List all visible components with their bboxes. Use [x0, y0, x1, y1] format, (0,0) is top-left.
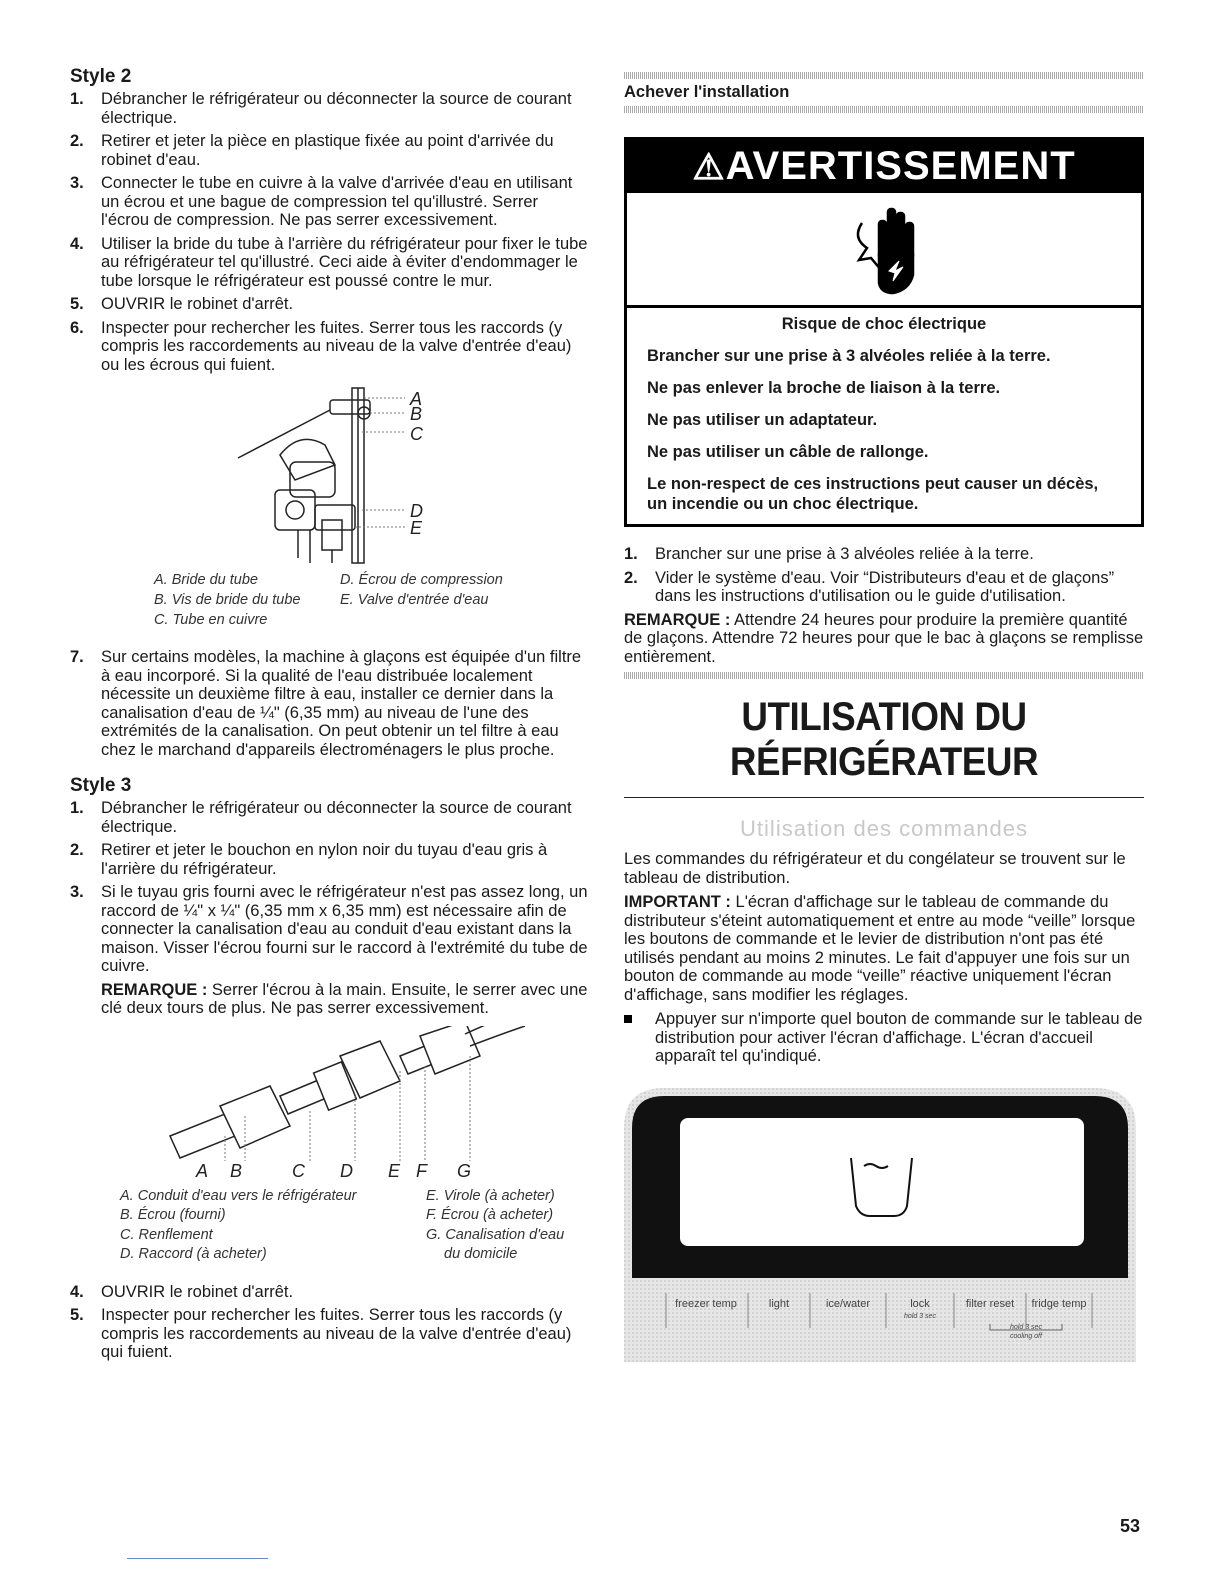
list-item: 4. Utiliser la bride du tube à l'arrière du réfrigérateur pour fixer le tube au réfrigérateur tel qu'illustré. Ceci aide à éviter d'endommager le tube lorsque le réfrigérateur est poussé contre le mur. — [70, 234, 588, 290]
valve-figure — [70, 380, 590, 570]
warning-box — [624, 137, 1144, 527]
dotted-divider — [624, 72, 1144, 79]
style2-heading: Style 2 — [70, 66, 132, 87]
style3-note: REMARQUE : Serrer l'écrou à la main. Ensuite, le serrer avec une clé deux tours de plus. Ne pas serrer excessivement. — [101, 980, 588, 1017]
warning-header: ⚠AVERTISSEMENT — [627, 140, 1141, 193]
style2-step7 — [70, 648, 590, 759]
list-item: 2. Retirer et jeter le bouchon en nylon noir du tuyau d'eau gris à l'arrière du réfrigérateur. — [70, 841, 548, 878]
style3-steps — [70, 799, 590, 976]
list-item: 1. Débrancher le réfrigérateur ou déconnecter la source de courant électrique. — [70, 799, 572, 836]
style2-steps — [70, 90, 590, 374]
style3-legend: A. Conduit d'eau vers le réfrigérateur E. Virole (à acheter) B. Écrou (fourni) F. Écrou (à acheter) C. Renflement G. Canalisation d'eau D. Raccord (à acheter) du domicile — [120, 1187, 565, 1262]
freezer-temp-button[interactable]: freezer temp — [675, 1297, 737, 1310]
label-b: B — [410, 404, 423, 424]
list-item: 4. OUVRIR le robinet d'arrêt. — [70, 1282, 294, 1301]
list-item: 5. Inspecter pour rechercher les fuites. Serrer tous les raccords (y compris les raccordements au niveau de la valve d'entrée d'eau) qui fuient. — [70, 1306, 572, 1361]
fitting-illustration — [70, 1026, 590, 1161]
footer-rule — [127, 1558, 268, 1559]
left-column — [70, 66, 590, 1367]
hold-label: hold 3 sec — [1010, 1323, 1042, 1331]
bullet-square-icon — [624, 1015, 632, 1023]
fitting-letters: A B C D E F G — [196, 1160, 472, 1181]
list-item: 3. Connecter le tube en cuivre à la valve d'arrivée d'eau en utilisant un écrou et une bague de compression tel qu'illustré. Serrer l'écrou de compression. Ne pas serrer excessivement. — [70, 174, 573, 229]
list-item: 6. Inspecter pour rechercher les fuites. Serrer tous les raccords (y compris les raccordements au niveau de la valve d'entrée d'eau) ou les écrous qui fuient. — [70, 318, 572, 374]
light-button[interactable]: light — [768, 1297, 790, 1310]
warning-body: Risque de choc électrique Brancher sur une prise à 3 alvéoles reliée à la terre. Ne pas enlever la broche de liaison à la terre. Ne pas utiliser un adaptateur. Ne pas utiliser un câble de rallonge. Le non-respect de ces instructions peut causer un décès, un incendie ou un choc électrique. — [647, 315, 1099, 513]
list-item: 3. Si le tuyau gris fourni avec le réfrigérateur n'est pas assez long, un raccord de ¼" x ¼" (6,35 mm x 6,35 mm) est nécessaire afin de connecter la canalisation d'eau au conduit d'eau existant dans la maison. Visser l'écrou fourni sur le raccord à l'extrémité du tube de cuivre. — [70, 883, 588, 975]
sub-title: Utilisation des commandes — [740, 816, 1028, 841]
dispenser-panel — [624, 1088, 1136, 1362]
bullet-item: Appuyer sur n'importe quel bouton de commande sur le tableau de distribution pour activer l'écran d'affichage. L'écran d'accueil apparaît tel qu'indiqué. — [624, 1010, 1144, 1066]
label-e: E — [410, 518, 423, 538]
lock-hold-label: hold 3 sec — [904, 1312, 936, 1320]
lock-button[interactable]: lock — [910, 1297, 930, 1310]
dotted-divider — [624, 106, 1144, 113]
rule — [624, 797, 1144, 798]
list-item: 2. Retirer et jeter la pièce en plastique fixée au point d'arrivée du robinet d'eau. — [70, 132, 554, 169]
filter-reset-button[interactable]: filter reset — [965, 1297, 1015, 1310]
cooling-off-label: cooling off — [1010, 1332, 1042, 1340]
list-item: 2. Vider le système d'eau. Voir “Distributeurs d'eau et de glaçons” dans les instructions d'utilisation ou le guide d'utilisation. — [624, 568, 1115, 605]
important-note: IMPORTANT : L'écran d'affichage sur le tableau de commande du distributeur s'éteint automatiquement et entre au mode “veille” lorsque les boutons de commande et le levier de distribution n'ont pas été utilisés pendant au moins 2 minutes. Le fait d'appuyer une fois sur un bouton de commande au mode “veille” réactive uniquement l'écran d'affichage, sans modifier les réglages. — [624, 893, 1136, 1004]
section-title: Achever l'installation — [624, 83, 790, 101]
style3-heading: Style 3 — [70, 775, 132, 796]
ice-water-button[interactable]: ice/water — [825, 1297, 871, 1310]
label-a: A — [410, 389, 423, 409]
label-c: C — [410, 424, 423, 444]
list-item: 1. Brancher sur une prise à 3 alvéoles reliée à la terre. — [624, 545, 1034, 563]
style3-steps-after — [70, 1283, 590, 1362]
page-number: 53 — [1119, 1516, 1140, 1536]
valve-illustration — [70, 380, 590, 570]
dotted-divider — [624, 672, 1144, 679]
electric-shock-hand-icon — [627, 193, 1141, 308]
list-item: 1. Débrancher le réfrigérateur ou déconnecter la source de courant électrique. — [70, 90, 572, 127]
install-steps — [624, 545, 1144, 606]
controls-intro: Les commandes du réfrigérateur et du congélateur se trouvent sur le tableau de distribution. — [624, 850, 1126, 887]
list-item: 7. Sur certains modèles, la machine à glaçons est équipée d'un filtre à eau incorporé. Si la qualité de l'eau distribuée localement nécessite un deuxième filtre à eau, installer ce dernier dans la canalisation d'eau de ¼" (6,35 mm) au niveau de l'une des extrémités de la canalisation. On peut obtenir un tel filtre à eau chez le marchand d'appareils électroménagers le plus proche. — [70, 648, 582, 759]
warning-triangle-icon: ⚠ — [692, 146, 726, 187]
style2-legend: A. Bride du tube D. Écrou de compression B. Vis de bride du tube E. Valve d'entrée d'eau C. Tube en cuivre — [154, 572, 503, 628]
label-d: D — [410, 501, 423, 521]
list-item: 5. OUVRIR le robinet d'arrêt. — [70, 295, 294, 313]
chapter-title: UTILISATION DU RÉFRIGÉRATEUR — [729, 695, 1039, 784]
fridge-temp-button[interactable]: fridge temp — [1031, 1297, 1087, 1310]
fitting-figure — [70, 1026, 590, 1161]
install-note: REMARQUE : Attendre 24 heures pour produire la première quantité de glaçons. Attendre 72 heures pour que le bac à glaçons se remplisse entièrement. — [624, 610, 1144, 666]
right-column — [624, 72, 1144, 1362]
